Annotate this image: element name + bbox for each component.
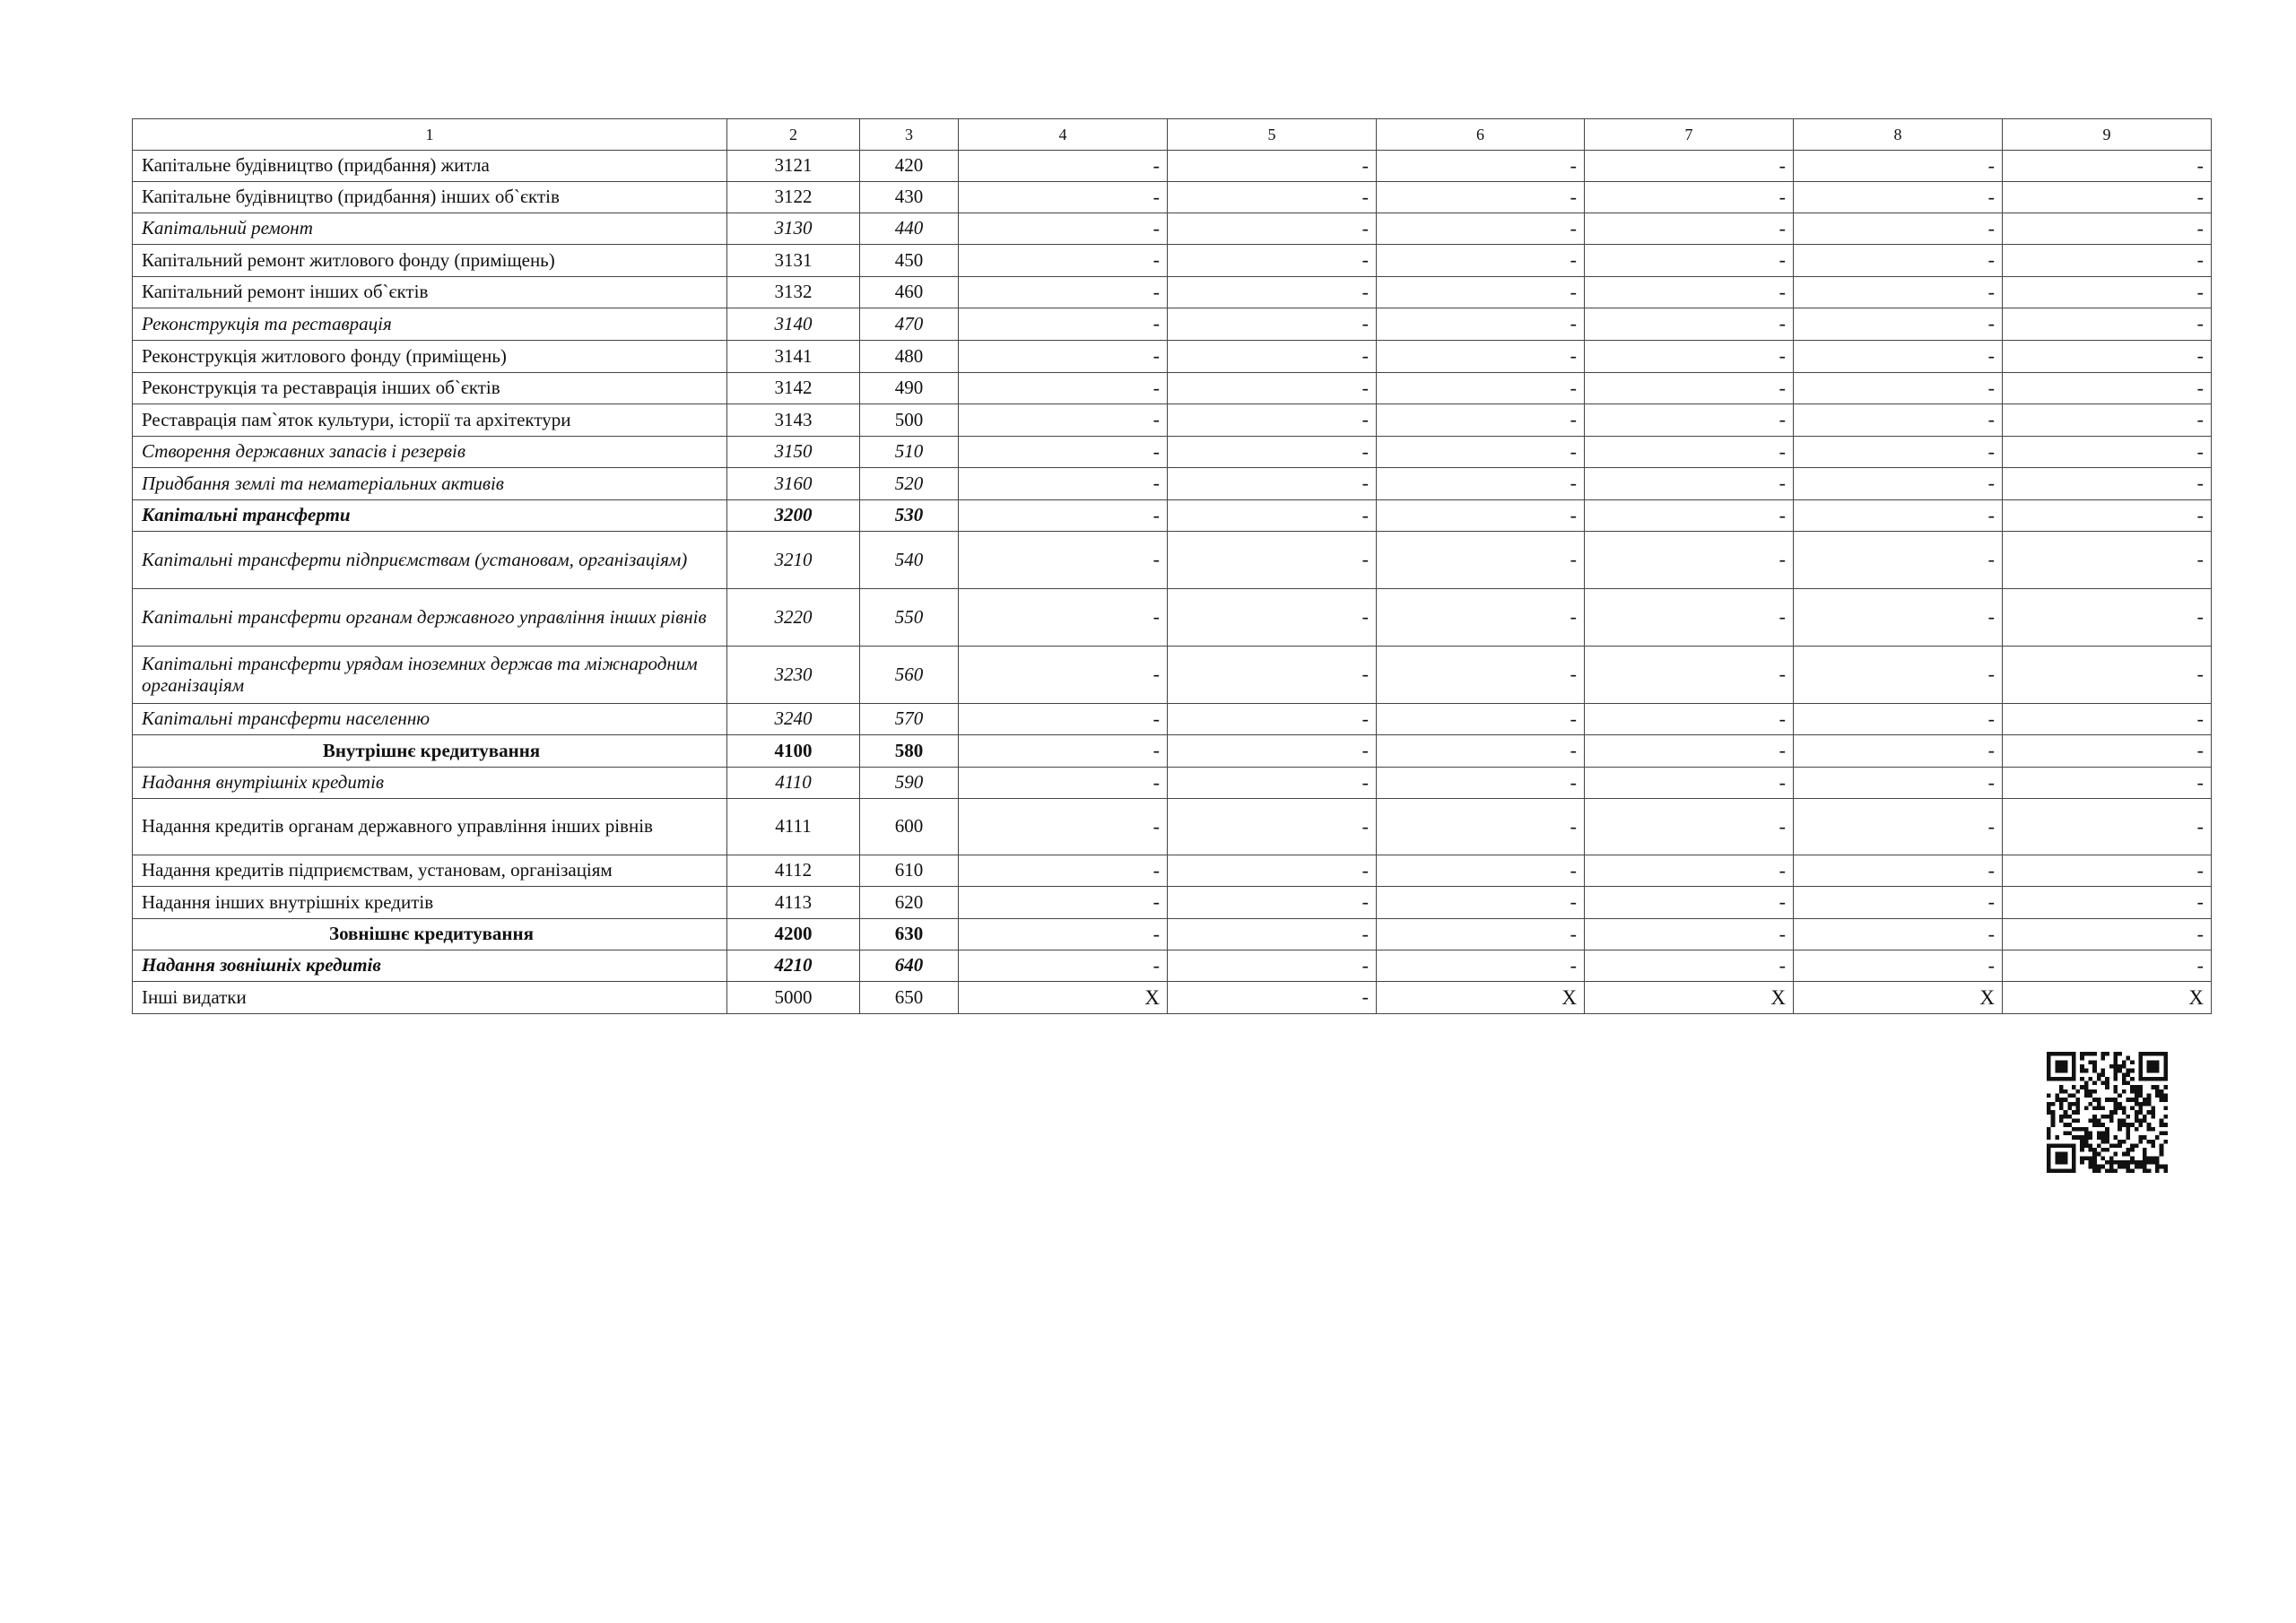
- value-cell: -: [1168, 437, 1377, 468]
- value-cell: -: [1794, 768, 2003, 799]
- row-line-cell: 430: [860, 182, 959, 213]
- column-number-cell: 3: [860, 119, 959, 151]
- value-cell: -: [959, 151, 1168, 182]
- column-number-cell: 7: [1585, 119, 1794, 151]
- value-cell: -: [1168, 277, 1377, 308]
- row-line-cell: 510: [860, 437, 959, 468]
- value-cell: -: [1585, 855, 1794, 887]
- row-line-cell: 490: [860, 373, 959, 404]
- value-cell: -: [959, 404, 1168, 437]
- value-cell: -: [1585, 950, 1794, 982]
- table-row: [133, 647, 2212, 704]
- table-row: [133, 735, 2212, 768]
- value-cell: -: [959, 182, 1168, 213]
- row-line-cell: 500: [860, 404, 959, 437]
- table-row: [133, 768, 2212, 799]
- value-cell: -: [1377, 151, 1585, 182]
- value-cell: -: [1377, 887, 1585, 919]
- value-cell: -: [1794, 855, 2003, 887]
- value-cell: -: [2003, 704, 2212, 735]
- row-code-cell: 3160: [727, 468, 860, 500]
- value-cell: -: [1794, 589, 2003, 647]
- row-code-cell: 3131: [727, 245, 860, 277]
- row-line-cell: 480: [860, 341, 959, 373]
- value-cell: -: [1585, 373, 1794, 404]
- value-cell: -: [1377, 799, 1585, 855]
- value-cell: -: [959, 277, 1168, 308]
- value-cell: -: [2003, 950, 2212, 982]
- value-cell: -: [1585, 704, 1794, 735]
- row-line-cell: 580: [860, 735, 959, 768]
- row-name-cell: Надання кредитів підприємствам, установам, організаціям: [133, 855, 727, 887]
- row-code-cell: 3240: [727, 704, 860, 735]
- table-row: [133, 468, 2212, 500]
- value-cell: -: [1794, 151, 2003, 182]
- value-cell: -: [1794, 468, 2003, 500]
- value-cell: -: [1168, 245, 1377, 277]
- value-cell: -: [2003, 277, 2212, 308]
- row-name-cell: Надання інших внутрішніх кредитів: [133, 887, 727, 919]
- row-name-cell: Надання кредитів органам державного управління інших рівнів: [133, 799, 727, 855]
- value-cell: -: [1794, 308, 2003, 341]
- value-cell: -: [959, 341, 1168, 373]
- value-cell: -: [1794, 245, 2003, 277]
- row-line-cell: 440: [860, 213, 959, 245]
- value-cell: -: [959, 735, 1168, 768]
- row-name-cell: Капітальні трансферти: [133, 500, 727, 532]
- column-number-row: [133, 119, 2212, 151]
- value-cell: -: [1585, 500, 1794, 532]
- value-cell: -: [1168, 704, 1377, 735]
- row-name-cell: Внутрішнє кредитування: [133, 735, 727, 768]
- value-cell: -: [1585, 589, 1794, 647]
- value-cell: -: [1794, 647, 2003, 704]
- row-line-cell: 470: [860, 308, 959, 341]
- table-row: [133, 589, 2212, 647]
- value-cell: -: [1168, 950, 1377, 982]
- row-name-cell: Придбання землі та нематеріальних активів: [133, 468, 727, 500]
- value-cell: -: [1585, 887, 1794, 919]
- value-cell: -: [1585, 468, 1794, 500]
- value-cell: -: [959, 887, 1168, 919]
- value-cell: -: [2003, 341, 2212, 373]
- value-cell: X: [1585, 982, 1794, 1014]
- row-code-cell: 3220: [727, 589, 860, 647]
- value-cell: -: [1377, 468, 1585, 500]
- value-cell: -: [1168, 647, 1377, 704]
- value-cell: -: [2003, 245, 2212, 277]
- value-cell: -: [1168, 982, 1377, 1014]
- row-name-cell: Надання зовнішніх кредитів: [133, 950, 727, 982]
- value-cell: -: [1585, 437, 1794, 468]
- table-row: [133, 213, 2212, 245]
- table-row: [133, 308, 2212, 341]
- value-cell: -: [1377, 277, 1585, 308]
- row-name-cell: Створення державних запасів і резервів: [133, 437, 727, 468]
- value-cell: -: [1794, 341, 2003, 373]
- row-name-cell: Реконструкція та реставрація: [133, 308, 727, 341]
- value-cell: -: [1794, 182, 2003, 213]
- row-code-cell: 3130: [727, 213, 860, 245]
- row-code-cell: 3230: [727, 647, 860, 704]
- value-cell: -: [1585, 182, 1794, 213]
- value-cell: -: [1377, 704, 1585, 735]
- value-cell: -: [959, 589, 1168, 647]
- value-cell: -: [1377, 532, 1585, 589]
- column-number-cell: 8: [1794, 119, 2003, 151]
- value-cell: -: [959, 245, 1168, 277]
- column-number-cell: 9: [2003, 119, 2212, 151]
- value-cell: -: [1377, 500, 1585, 532]
- table-row: [133, 887, 2212, 919]
- value-cell: -: [2003, 468, 2212, 500]
- row-line-cell: 590: [860, 768, 959, 799]
- value-cell: -: [2003, 532, 2212, 589]
- table-row: [133, 500, 2212, 532]
- value-cell: -: [1168, 589, 1377, 647]
- value-cell: -: [1168, 919, 1377, 950]
- row-code-cell: 4113: [727, 887, 860, 919]
- value-cell: -: [959, 855, 1168, 887]
- row-code-cell: 4200: [727, 919, 860, 950]
- row-line-cell: 550: [860, 589, 959, 647]
- table-row: [133, 855, 2212, 887]
- value-cell: -: [1168, 855, 1377, 887]
- value-cell: -: [1585, 647, 1794, 704]
- table-row: [133, 950, 2212, 982]
- value-cell: -: [959, 799, 1168, 855]
- row-name-cell: Реконструкція житлового фонду (приміщень): [133, 341, 727, 373]
- table-row: [133, 151, 2212, 182]
- row-code-cell: 3140: [727, 308, 860, 341]
- value-cell: -: [2003, 799, 2212, 855]
- row-line-cell: 620: [860, 887, 959, 919]
- value-cell: -: [1168, 468, 1377, 500]
- value-cell: -: [2003, 647, 2212, 704]
- value-cell: -: [1377, 404, 1585, 437]
- value-cell: -: [1794, 704, 2003, 735]
- row-name-cell: Капітальне будівництво (придбання) інших об`єктів: [133, 182, 727, 213]
- value-cell: -: [959, 468, 1168, 500]
- row-name-cell: Реконструкція та реставрація інших об`єктів: [133, 373, 727, 404]
- row-line-cell: 600: [860, 799, 959, 855]
- value-cell: -: [1377, 589, 1585, 647]
- value-cell: -: [1168, 768, 1377, 799]
- value-cell: -: [1794, 799, 2003, 855]
- row-line-cell: 520: [860, 468, 959, 500]
- row-name-cell: Капітальні трансферти урядам іноземних держав та міжнародним організаціям: [133, 647, 727, 704]
- value-cell: -: [1168, 182, 1377, 213]
- row-code-cell: 4112: [727, 855, 860, 887]
- value-cell: -: [1585, 213, 1794, 245]
- value-cell: -: [1585, 919, 1794, 950]
- value-cell: -: [1377, 855, 1585, 887]
- value-cell: -: [2003, 437, 2212, 468]
- value-cell: -: [1585, 308, 1794, 341]
- value-cell: -: [2003, 735, 2212, 768]
- value-cell: X: [959, 982, 1168, 1014]
- value-cell: -: [1794, 404, 2003, 437]
- table-row: [133, 919, 2212, 950]
- value-cell: -: [1377, 919, 1585, 950]
- value-cell: -: [1585, 404, 1794, 437]
- value-cell: -: [2003, 768, 2212, 799]
- value-cell: -: [1168, 151, 1377, 182]
- row-name-cell: Капітальні трансферти органам державного управління інших рівнів: [133, 589, 727, 647]
- value-cell: -: [1794, 887, 2003, 919]
- row-line-cell: 640: [860, 950, 959, 982]
- value-cell: -: [2003, 404, 2212, 437]
- value-cell: -: [1585, 735, 1794, 768]
- row-line-cell: 570: [860, 704, 959, 735]
- row-line-cell: 450: [860, 245, 959, 277]
- value-cell: -: [959, 373, 1168, 404]
- row-code-cell: 3122: [727, 182, 860, 213]
- table-row: [133, 277, 2212, 308]
- row-code-cell: 3210: [727, 532, 860, 589]
- value-cell: -: [2003, 213, 2212, 245]
- table-row: [133, 799, 2212, 855]
- value-cell: -: [1168, 341, 1377, 373]
- row-line-cell: 630: [860, 919, 959, 950]
- value-cell: -: [1377, 647, 1585, 704]
- value-cell: -: [1377, 341, 1585, 373]
- column-number-cell: 2: [727, 119, 860, 151]
- value-cell: -: [1794, 500, 2003, 532]
- table-row: [133, 532, 2212, 589]
- row-name-cell: Капітальні трансферти підприємствам (установам, організаціям): [133, 532, 727, 589]
- value-cell: X: [1794, 982, 2003, 1014]
- value-cell: -: [959, 308, 1168, 341]
- column-number-cell: 1: [133, 119, 727, 151]
- value-cell: -: [959, 500, 1168, 532]
- row-name-cell: Капітальні трансферти населенню: [133, 704, 727, 735]
- value-cell: X: [2003, 982, 2212, 1014]
- row-code-cell: 4100: [727, 735, 860, 768]
- value-cell: -: [1377, 182, 1585, 213]
- value-cell: -: [959, 213, 1168, 245]
- value-cell: -: [2003, 919, 2212, 950]
- table-row: [133, 404, 2212, 437]
- row-name-cell: Реставрація пам`яток культури, історії та архітектури: [133, 404, 727, 437]
- value-cell: -: [1794, 277, 2003, 308]
- value-cell: -: [1377, 950, 1585, 982]
- value-cell: -: [2003, 855, 2212, 887]
- value-cell: X: [1377, 982, 1585, 1014]
- value-cell: -: [1794, 735, 2003, 768]
- row-line-cell: 560: [860, 647, 959, 704]
- row-name-cell: Капітальне будівництво (придбання) житла: [133, 151, 727, 182]
- table-row: [133, 182, 2212, 213]
- row-code-cell: 4210: [727, 950, 860, 982]
- row-name-cell: Надання внутрішніх кредитів: [133, 768, 727, 799]
- value-cell: -: [1585, 532, 1794, 589]
- value-cell: -: [959, 950, 1168, 982]
- row-line-cell: 420: [860, 151, 959, 182]
- value-cell: -: [1794, 373, 2003, 404]
- value-cell: -: [959, 532, 1168, 589]
- value-cell: -: [1168, 213, 1377, 245]
- column-number-cell: 4: [959, 119, 1168, 151]
- row-line-cell: 650: [860, 982, 959, 1014]
- value-cell: -: [2003, 182, 2212, 213]
- value-cell: -: [1377, 245, 1585, 277]
- row-name-cell: Капітальний ремонт інших об`єктів: [133, 277, 727, 308]
- expenditure-table: [132, 118, 2212, 1014]
- row-code-cell: 3200: [727, 500, 860, 532]
- value-cell: -: [1794, 437, 2003, 468]
- table-row: [133, 704, 2212, 735]
- row-line-cell: 540: [860, 532, 959, 589]
- value-cell: -: [1585, 799, 1794, 855]
- row-code-cell: 3150: [727, 437, 860, 468]
- table-row: [133, 982, 2212, 1014]
- value-cell: -: [1794, 919, 2003, 950]
- row-code-cell: 3121: [727, 151, 860, 182]
- table-row: [133, 437, 2212, 468]
- value-cell: -: [1168, 308, 1377, 341]
- value-cell: -: [1168, 735, 1377, 768]
- value-cell: -: [959, 437, 1168, 468]
- value-cell: -: [1377, 308, 1585, 341]
- value-cell: -: [1168, 373, 1377, 404]
- value-cell: -: [959, 647, 1168, 704]
- table-row: [133, 373, 2212, 404]
- table-body: [133, 119, 2212, 1014]
- value-cell: -: [1794, 950, 2003, 982]
- value-cell: -: [1168, 887, 1377, 919]
- value-cell: -: [1585, 151, 1794, 182]
- value-cell: -: [1794, 213, 2003, 245]
- value-cell: -: [1377, 768, 1585, 799]
- row-code-cell: 3132: [727, 277, 860, 308]
- value-cell: -: [2003, 887, 2212, 919]
- row-code-cell: 3141: [727, 341, 860, 373]
- column-number-cell: 6: [1377, 119, 1585, 151]
- value-cell: -: [1585, 341, 1794, 373]
- value-cell: -: [1585, 245, 1794, 277]
- row-name-cell: Зовнішнє кредитування: [133, 919, 727, 950]
- value-cell: -: [2003, 308, 2212, 341]
- table-row: [133, 341, 2212, 373]
- row-code-cell: 4111: [727, 799, 860, 855]
- value-cell: -: [1377, 735, 1585, 768]
- value-cell: -: [1794, 532, 2003, 589]
- value-cell: -: [1585, 768, 1794, 799]
- row-line-cell: 460: [860, 277, 959, 308]
- row-code-cell: 3143: [727, 404, 860, 437]
- value-cell: -: [959, 919, 1168, 950]
- value-cell: -: [1377, 437, 1585, 468]
- value-cell: -: [1168, 500, 1377, 532]
- value-cell: -: [1585, 277, 1794, 308]
- value-cell: -: [1377, 213, 1585, 245]
- value-cell: -: [959, 704, 1168, 735]
- row-code-cell: 5000: [727, 982, 860, 1014]
- value-cell: -: [2003, 589, 2212, 647]
- table-row: [133, 245, 2212, 277]
- row-line-cell: 610: [860, 855, 959, 887]
- column-number-cell: 5: [1168, 119, 1377, 151]
- value-cell: -: [2003, 151, 2212, 182]
- row-name-cell: Капітальний ремонт житлового фонду (приміщень): [133, 245, 727, 277]
- value-cell: -: [1377, 373, 1585, 404]
- value-cell: -: [2003, 373, 2212, 404]
- value-cell: -: [2003, 500, 2212, 532]
- value-cell: -: [959, 768, 1168, 799]
- row-name-cell: Інші видатки: [133, 982, 727, 1014]
- value-cell: -: [1168, 799, 1377, 855]
- row-code-cell: 4110: [727, 768, 860, 799]
- row-code-cell: 3142: [727, 373, 860, 404]
- row-line-cell: 530: [860, 500, 959, 532]
- value-cell: -: [1168, 532, 1377, 589]
- qr-code-icon: [2047, 1052, 2168, 1173]
- row-name-cell: Капітальний ремонт: [133, 213, 727, 245]
- value-cell: -: [1168, 404, 1377, 437]
